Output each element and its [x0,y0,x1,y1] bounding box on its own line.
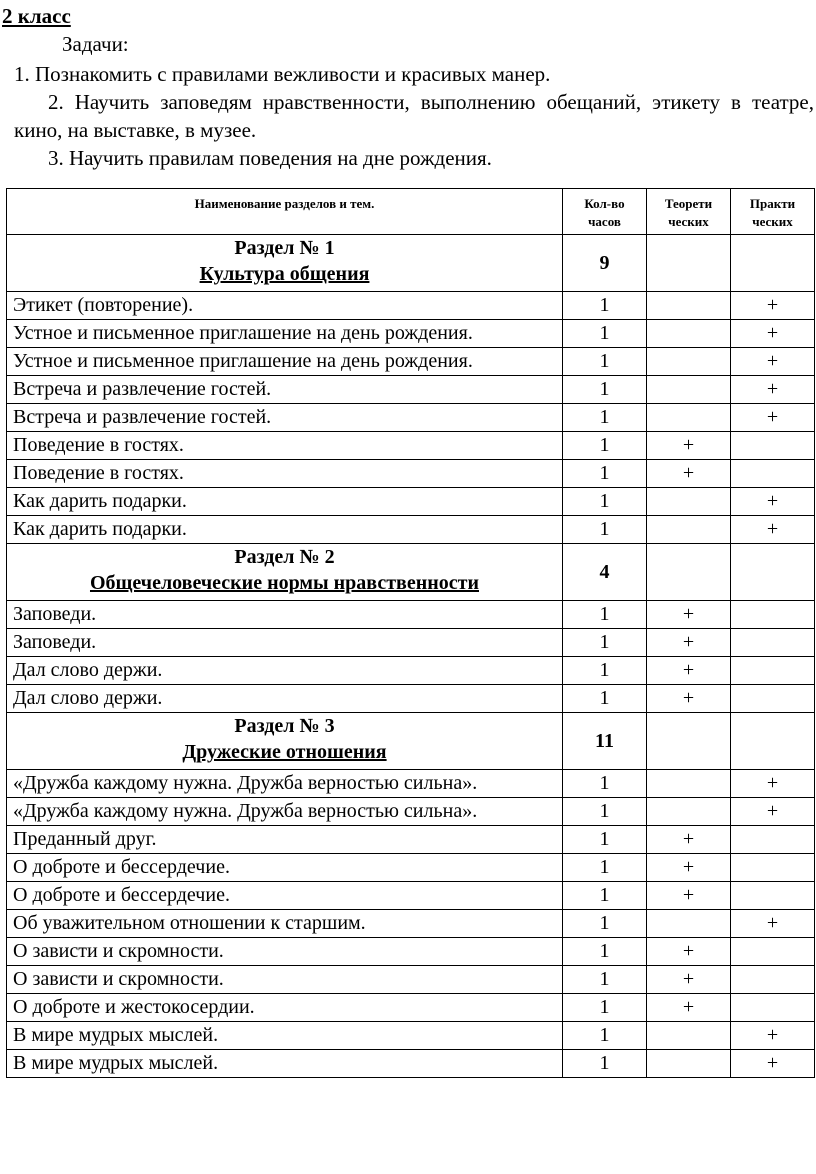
table-row [7,657,815,685]
hours-cell: 1 [563,882,647,910]
practice-cell: + [731,910,815,938]
theory-cell [647,320,731,348]
table-row [7,348,815,376]
practice-cell: + [731,1050,815,1078]
theory-cell [647,1022,731,1050]
practice-cell: + [731,376,815,404]
column-header-hours: Кол-во часов [563,189,647,235]
practice-cell [731,601,815,629]
theory-cell: + [647,657,731,685]
section-number: Раздел № 3 [234,715,335,737]
practice-cell [731,938,815,966]
table-row [7,376,815,404]
table-row [7,882,815,910]
practice-cell [731,629,815,657]
topic-title: В мире мудрых мыслей. [7,1050,563,1078]
theory-cell [647,235,731,292]
theory-cell [647,798,731,826]
table-row [7,432,815,460]
table-row [7,966,815,994]
topic-title: Как дарить подарки. [7,516,563,544]
table-row [7,826,815,854]
topic-title: О доброте и бессердечие. [7,854,563,882]
theory-cell: + [647,966,731,994]
hours-cell: 1 [563,685,647,713]
table-row [7,516,815,544]
hours-cell: 1 [563,657,647,685]
theory-cell: + [647,826,731,854]
section-name: Дружеские отношения [182,741,387,763]
practice-cell [731,657,815,685]
topic-title: Дал слово держи. [7,685,563,713]
practice-cell: + [731,292,815,320]
task-item: 2. Научить заповедям нравственности, выполнению обещаний, этикету в театре, кино, на выставке, в музее. [14,90,814,142]
theory-cell: + [647,432,731,460]
practice-cell [731,235,815,292]
hours-cell: 1 [563,460,647,488]
theory-cell [647,348,731,376]
topic-title: О доброте и бессердечие. [7,882,563,910]
hours-cell: 1 [563,601,647,629]
theory-cell: + [647,629,731,657]
table-row [7,685,815,713]
practice-cell [731,685,815,713]
task-item: 1. Познакомить с правилами вежливости и красивых манер. [14,62,551,86]
topic-title: О зависти и скромности. [7,966,563,994]
hours-cell: 1 [563,826,647,854]
practice-cell: + [731,770,815,798]
column-header-practice: Практи ческих [731,189,815,235]
hours-cell: 1 [563,516,647,544]
topic-title: Устное и письменное приглашение на день рождения. [7,348,563,376]
section-title [7,544,563,601]
theory-cell: + [647,994,731,1022]
page-title: 2 класс [2,4,71,28]
practice-cell [731,826,815,854]
section-title [7,713,563,770]
practice-cell [731,854,815,882]
column-header-theory: Теорети ческих [647,189,731,235]
task-item: 3. Научить правилам поведения на дне рождения. [48,146,492,170]
topic-title: «Дружба каждому нужна. Дружба верностью сильна». [7,798,563,826]
theory-cell [647,292,731,320]
topic-title: Дал слово держи. [7,657,563,685]
theory-cell [647,516,731,544]
table-row [7,601,815,629]
practice-cell: + [731,488,815,516]
section-name: Общечеловеческие нормы нравственности [89,572,479,594]
table-row [7,1050,815,1078]
practice-cell [731,544,815,601]
theory-cell: + [647,854,731,882]
hours-cell: 1 [563,432,647,460]
hours-cell: 1 [563,488,647,516]
practice-cell [731,432,815,460]
topic-title: Встреча и развлечение гостей. [7,376,563,404]
topic-title: Как дарить подарки. [7,488,563,516]
section-row [7,713,815,770]
section-number: Раздел № 2 [234,546,335,568]
table-row [7,994,815,1022]
theory-cell [647,910,731,938]
theory-cell [647,544,731,601]
section-title [7,235,563,292]
hours-cell: 1 [563,854,647,882]
topic-title: Заповеди. [7,601,563,629]
practice-cell: + [731,320,815,348]
topic-title: Заповеди. [7,629,563,657]
section-name: Культура общения [199,263,370,285]
table-row [7,292,815,320]
hours-cell: 1 [563,1022,647,1050]
practice-cell: + [731,516,815,544]
topic-title: «Дружба каждому нужна. Дружба верностью сильна». [7,770,563,798]
hours-cell: 11 [563,713,647,770]
table-row [7,320,815,348]
hours-cell: 1 [563,348,647,376]
theory-cell [647,770,731,798]
topic-title: Об уважительном отношении к старшим. [7,910,563,938]
hours-cell: 1 [563,629,647,657]
table-row [7,629,815,657]
practice-cell [731,966,815,994]
section-number: Раздел № 1 [234,237,335,259]
topic-title: О зависти и скромности. [7,938,563,966]
topic-title: Встреча и развлечение гостей. [7,404,563,432]
practice-cell: + [731,1022,815,1050]
curriculum-table [6,188,815,1078]
table-row [7,770,815,798]
hours-cell: 1 [563,376,647,404]
theory-cell [647,404,731,432]
hours-cell: 9 [563,235,647,292]
topic-title: О доброте и жестокосердии. [7,994,563,1022]
table-row [7,938,815,966]
table-row [7,1022,815,1050]
theory-cell [647,1050,731,1078]
hours-cell: 1 [563,994,647,1022]
hours-cell: 1 [563,910,647,938]
hours-cell: 1 [563,938,647,966]
hours-cell: 1 [563,1050,647,1078]
hours-cell: 1 [563,770,647,798]
table-header-row [7,189,815,235]
tasks-heading: Задачи: [62,32,129,56]
practice-cell: + [731,404,815,432]
hours-cell: 1 [563,292,647,320]
column-header-topic: Наименование разделов и тем. [7,189,563,235]
practice-cell [731,460,815,488]
table-body [7,235,815,1078]
practice-cell [731,882,815,910]
section-row [7,235,815,292]
table-row [7,910,815,938]
practice-cell: + [731,798,815,826]
table-row [7,798,815,826]
topic-title: Поведение в гостях. [7,460,563,488]
theory-cell [647,488,731,516]
theory-cell: + [647,601,731,629]
table-row [7,854,815,882]
topic-title: Поведение в гостях. [7,432,563,460]
practice-cell [731,994,815,1022]
topic-title: Устное и письменное приглашение на день рождения. [7,320,563,348]
topic-title: Преданный друг. [7,826,563,854]
theory-cell: + [647,685,731,713]
hours-cell: 4 [563,544,647,601]
theory-cell [647,376,731,404]
section-row [7,544,815,601]
practice-cell [731,713,815,770]
topic-title: Этикет (повторение). [7,292,563,320]
table-row [7,460,815,488]
hours-cell: 1 [563,320,647,348]
table-row [7,488,815,516]
hours-cell: 1 [563,798,647,826]
hours-cell: 1 [563,966,647,994]
theory-cell: + [647,460,731,488]
theory-cell [647,713,731,770]
table-row [7,404,815,432]
theory-cell: + [647,938,731,966]
theory-cell: + [647,882,731,910]
topic-title: В мире мудрых мыслей. [7,1022,563,1050]
hours-cell: 1 [563,404,647,432]
practice-cell: + [731,348,815,376]
